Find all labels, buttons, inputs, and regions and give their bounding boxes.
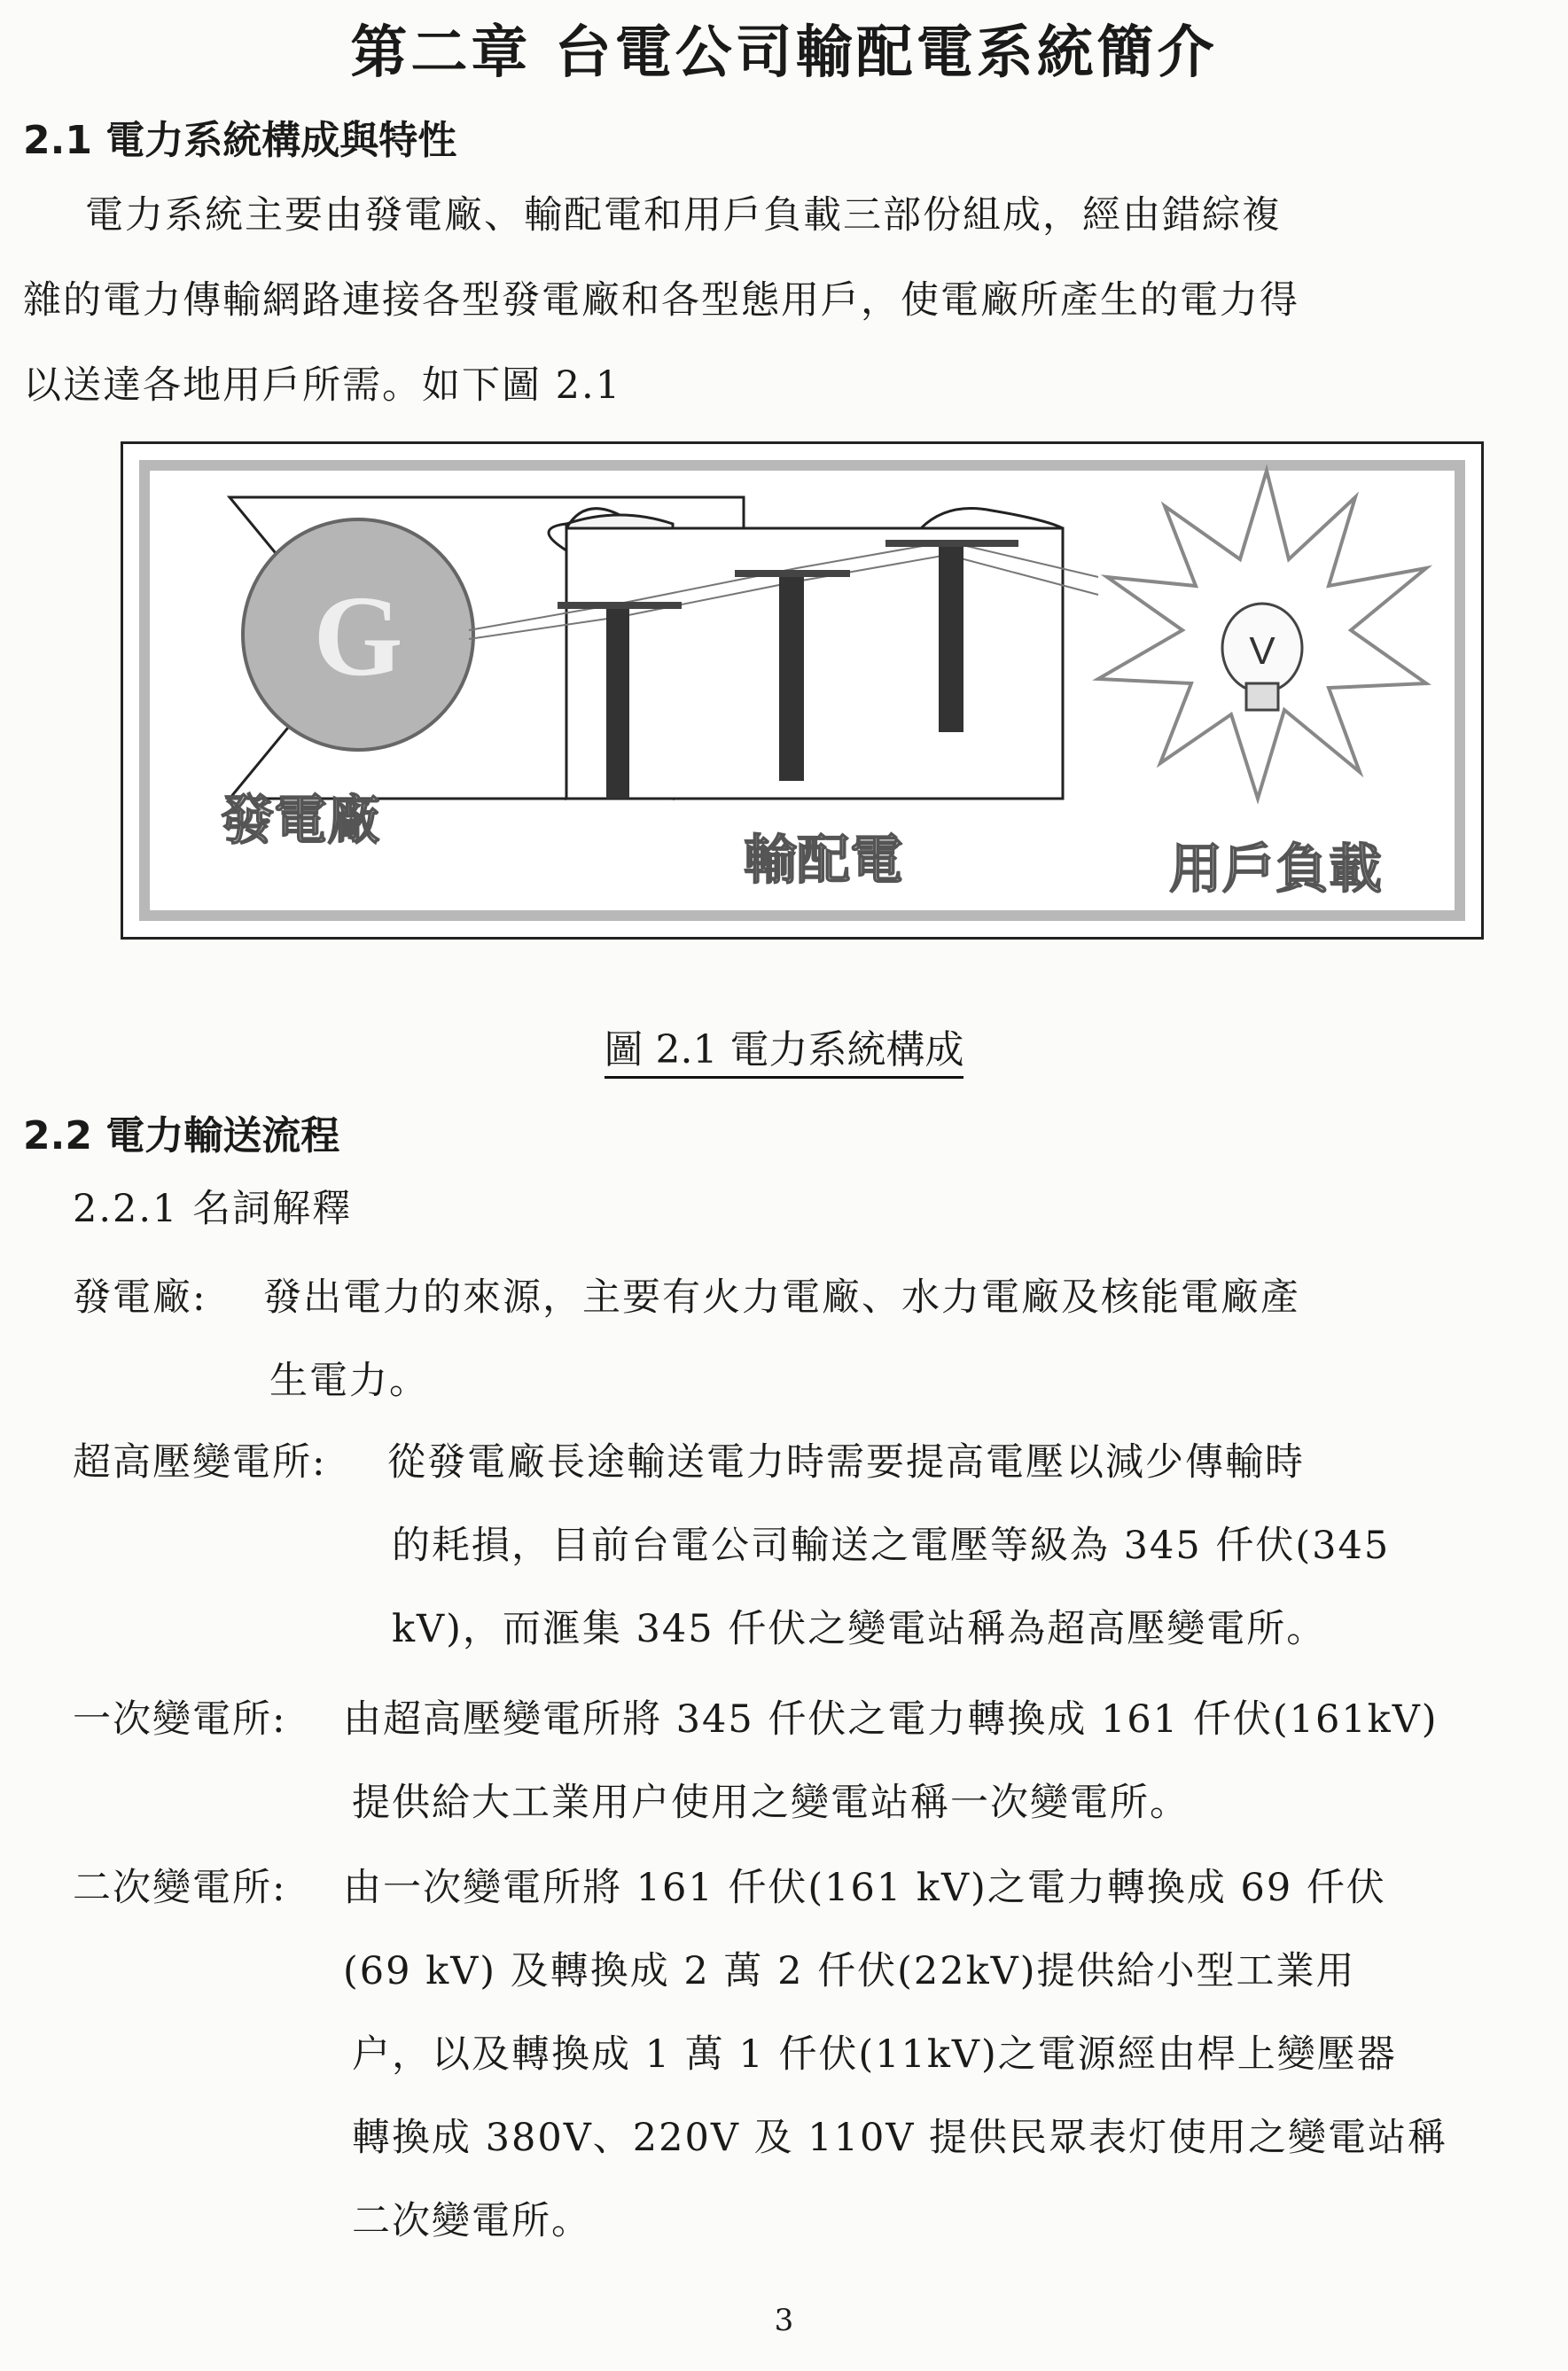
figure-caption-text: 圖 2.1 電力系統構成 <box>605 1027 964 1079</box>
definition-description <box>263 1256 1300 1339</box>
chapter-title: 第二章 台電公司輸配電系統簡介 <box>350 19 1218 86</box>
label-plant: 發電廠 <box>221 790 380 852</box>
definition-line: 提供給大工業用户使用之變電站稱一次變電所。 <box>352 1781 1190 1825</box>
definition-line: 生電力。 <box>269 1359 429 1403</box>
page-number: 3 <box>774 2303 794 2338</box>
bulb-letter: V <box>1249 629 1275 673</box>
generator-letter: G <box>313 573 403 700</box>
utility-pole <box>606 608 629 799</box>
definition-line: 户，以及轉換成 1 萬 1 仟伏(11kV)之電源經由桿上變壓器 <box>352 2032 1397 2077</box>
utility-pole <box>939 546 963 732</box>
definition-line: 轉換成 380V、220V 及 110V 提供民眾表灯使用之變電站稱 <box>352 2116 1448 2160</box>
definition-line: kV)，而滙集 345 仟伏之變電站稱為超高壓變電所。 <box>392 1607 1327 1651</box>
transmission-panel-body <box>566 528 1063 799</box>
section-heading-2-1: 2.1 電力系統構成與特性 <box>23 118 457 163</box>
label-load: 用戶負載 <box>1169 838 1382 901</box>
figure-illustration <box>123 444 1481 937</box>
definition-line: 由一次變電所將 161 仟伏(161 kV)之電力轉換成 69 仟伏 <box>343 1866 1386 1910</box>
power-system-figure <box>121 441 1484 940</box>
figure-caption <box>0 1018 1568 1074</box>
definition-line: 二次變電所。 <box>352 2199 591 2243</box>
definition-secondary-substation <box>73 1846 1562 2272</box>
section-2-1-paragraph <box>23 173 1548 428</box>
label-transmission: 輸配電 <box>744 830 903 892</box>
subsection-heading: 2.2.1 名詞解釋 <box>73 1187 353 1231</box>
definition-term: 發電廠: <box>73 1275 207 1320</box>
definition-term: 二次變電所: <box>73 1866 287 1910</box>
definition-ultra-high-voltage-substation <box>73 1421 1562 1678</box>
definition-power-plant <box>73 1256 1544 1433</box>
definition-line: 從發電廠長途輸送電力時需要提高電壓以減少傳輸時 <box>387 1440 1305 1485</box>
definition-term: 一次變電所: <box>73 1697 287 1742</box>
definition-line: 的耗損，目前台電公司輸送之電壓等級為 345 仟伏(345 <box>392 1524 1391 1568</box>
definition-primary-substation <box>73 1678 1566 1855</box>
paragraph-line: 以送達各地用戶所需。如下圖 2.1 <box>23 363 622 408</box>
section-heading-2-2: 2.2 電力輸送流程 <box>23 1113 340 1158</box>
definition-term: 超高壓變電所: <box>73 1440 327 1485</box>
definition-line: 發出電力的來源，主要有火力電廠、水力電廠及核能電廠產 <box>263 1275 1300 1320</box>
paragraph-line: 電力系統主要由發電廠、輸配電和用戶負載三部份組成，經由錯綜複 <box>85 193 1282 238</box>
definition-line: (69 kV) 及轉換成 2 萬 2 仟伏(22kV)提供給小型工業用 <box>343 1949 1356 1993</box>
utility-pole <box>779 577 804 781</box>
paragraph-line: 雜的電力傳輸網路連接各型發電廠和各型態用戶，使電廠所產生的電力得 <box>23 278 1299 323</box>
definition-line: 由超高壓變電所將 345 仟伏之電力轉換成 161 仟伏(161kV) <box>343 1697 1439 1742</box>
